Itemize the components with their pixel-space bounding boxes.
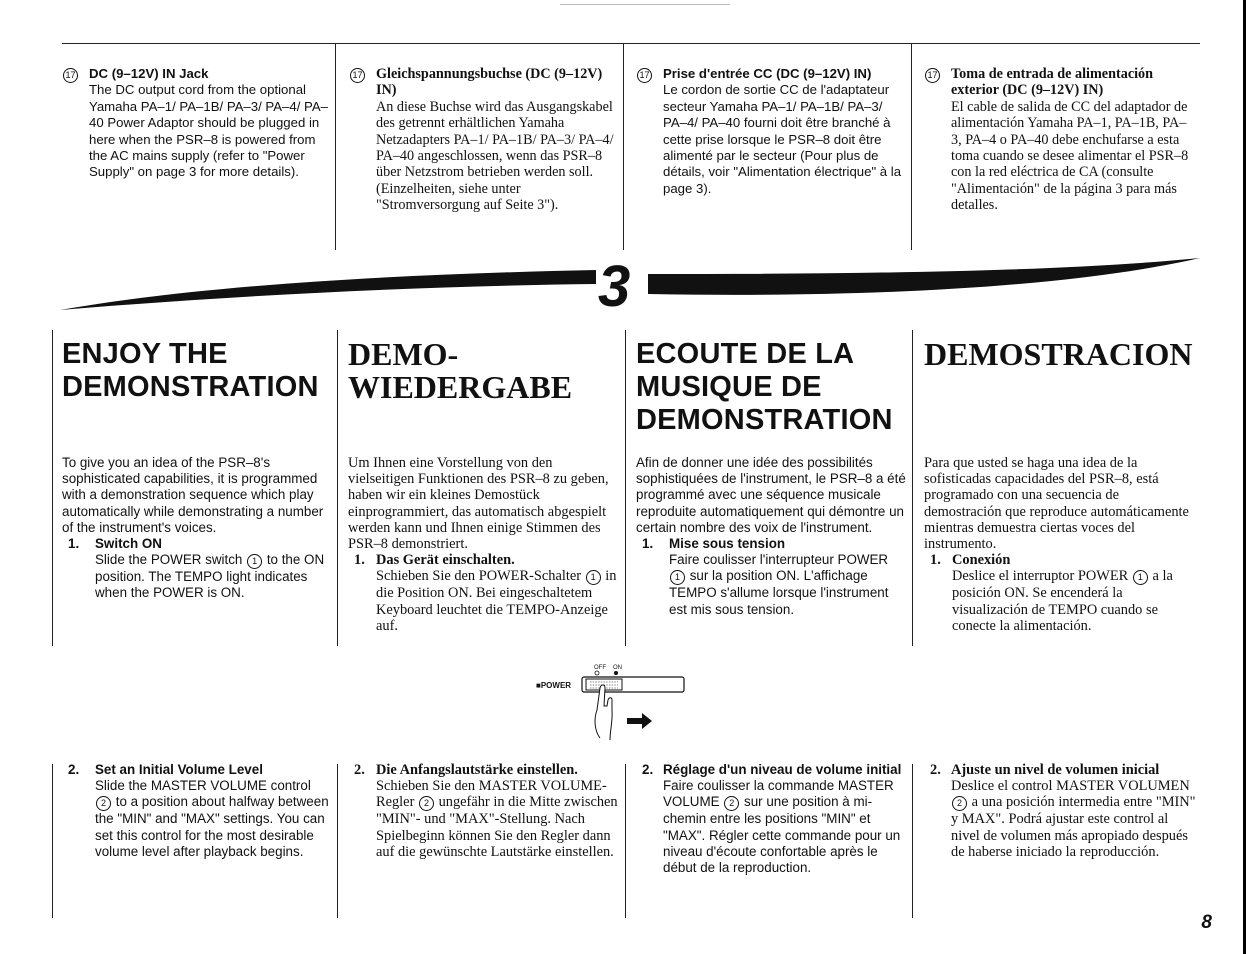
column-divider <box>623 43 624 250</box>
step-title: Die Anfangslautstärke einstellen. <box>376 762 578 778</box>
power-switch-diagram <box>530 660 690 750</box>
step2-german: 2. Die Anfangslautstärke einstellen. Schieben Sie den MASTER VOLUME-Regler 2 ungefähr in die Mitte zwischen "MIN"- und "MAX"-Stellung. Nach Spielbeginn können Sie den Regler dann auf die gewünschte Lautstärke einstellen. <box>354 762 618 860</box>
circled-number-marker: 17 <box>925 68 940 83</box>
off-label: OFF <box>594 665 606 671</box>
circled-number-marker: 2 <box>952 796 967 811</box>
note-text: An diese Buchse wird das Ausgangskabel des getrennt erhältlichen Yamaha Netzadapters PA–1/ PA–1B/ PA–3/ PA–4/ PA–40 angeschlossen, wenn das PSR–8 über Netzstrom betrieben werden soll. (Einzelheiten, siehe unter "Stromversorgung auf Seite 3"). <box>376 98 614 214</box>
swoosh-left <box>60 270 596 310</box>
section-french-body: Afin de donner une idée des possibilités sophistiquées de l'instrument, le PSR–8 a été programmé avec une séquence musicale reproduite automatiquement qui démontre un certain nombre des voix de l'instrument. 1. Mise sous tension Faire coulisser l'interrupteur POWER 1 sur la position ON. L'affichage TEMPO s'allume lorsque l'instrument est mis sous tension. <box>636 455 908 618</box>
section-spanish-body: Para que usted se haga una idea de la sofisticadas capacidades del PSR–8, está programado con una secuencia de demostración que reproduce automáticamente mientras demuestra ciertas voces del instrumento. 1. Conexión Deslice el interruptor POWER 1 a la posición ON. Se encenderá la visualización de TEMPO cuando se conecte la alimentación. <box>924 455 1196 634</box>
circled-number-marker: 2 <box>419 796 434 811</box>
note-title: DC (9–12V) IN Jack <box>89 66 209 81</box>
column-divider <box>335 43 336 250</box>
step2-spanish: 2. Ajuste un nivel de volumen inicial Deslice el control MASTER VOLUMEN 2 a una posición intermedia entre "MIN" y MAX". Podrá ajustar este control al nivel de volumen más apropiado después de haberse iniciado la reproducción. <box>930 762 1198 860</box>
column-divider <box>911 43 912 250</box>
off-dot-icon <box>595 671 599 675</box>
step2-english: 2. Set an Initial Volume Level Slide the MASTER VOLUME control 2 to a position about halfway between the "MIN" and "MAX" settings. You can set this control for the most desirable volume level after playback begins. <box>68 762 329 859</box>
step-number: 1. <box>354 552 365 569</box>
heading-german: DEMO- WIEDERGABE <box>348 336 573 405</box>
power-label: ■POWER <box>536 681 572 690</box>
finger-icon <box>595 685 612 740</box>
circled-number-marker: 1 <box>586 570 601 585</box>
circled-number-marker: 1 <box>670 570 685 585</box>
circled-number-marker: 1 <box>247 554 262 569</box>
top-edge-mark <box>560 4 730 5</box>
circled-number-marker: 17 <box>350 68 365 83</box>
top-note-german <box>349 66 617 214</box>
column-divider <box>625 330 626 646</box>
section-german-body: Um Ihnen eine Vorstellung von den vielseitigen Funktionen des PSR–8 zu geben, haben wir ein kleines Demostück einprogrammiert, das automatisch abgespielt werden kann und Ihnen einige Stimmen des PSR–8 demonstriert. 1. Das Gerät einschalten. Schieben Sie den POWER-Schalter 1 in die Position ON. Bei eingeschaltetem Keyboard leuchtet die TEMPO-Anzeige auf. <box>348 455 617 634</box>
column-divider <box>912 764 913 918</box>
step-title: Réglage d'un niveau de volume initial <box>663 762 902 777</box>
column-divider <box>337 330 338 646</box>
intro-paragraph: Para que usted se haga una idea de la sofisticadas capacidades del PSR–8, está programado con una secuencia de demostración que reproduce automáticamente mientras demuestra ciertas voces del instrumento. <box>924 455 1189 553</box>
on-dot-icon <box>614 671 618 675</box>
intro-paragraph: To give you an idea of the PSR–8's sophisticated capabilities, it is programmed with a demonstration sequence which play automatically while demonstrating a number of the instrument's voices. <box>62 455 324 535</box>
column-divider <box>337 764 338 918</box>
circled-number-marker: 17 <box>63 68 78 83</box>
note-text: El cable de salida de CC del adaptador de alimentación Yamaha PA–1, PA–1B, PA–3, PA–4 o PA–40 debe enchufarse a esta toma cuando se desee alimentar el PSR–8 con la red eléctrica de CA (consulte "Alimentación" de la página 3 para más detalles. <box>951 98 1189 214</box>
arrow-right-icon <box>627 713 652 729</box>
heading-spanish: DEMOSTRACION <box>924 336 1193 372</box>
top-note-english <box>62 66 332 181</box>
top-note-french <box>636 66 908 197</box>
swoosh-right <box>648 258 1200 295</box>
step-title: Conexión <box>952 552 1011 569</box>
note-title: Prise d'entrée CC (DC (9–12V) IN) <box>663 66 872 81</box>
column-divider <box>625 764 626 918</box>
step-number: 2. <box>930 762 941 778</box>
circled-number-marker: 2 <box>96 796 111 811</box>
step-number: 1. <box>642 536 654 552</box>
chapter-number: 3 <box>598 254 631 314</box>
circled-number-marker: 2 <box>724 796 739 811</box>
section-english-body: To give you an idea of the PSR–8's sophisticated capabilities, it is programmed with a demonstration sequence which play automatically while demonstrating a number of the instrument's voices. 1. Switch ON Slide the POWER switch 1 to the ON position. The TEMPO light indicates when the POWER is ON. <box>62 455 330 602</box>
step-number: 1. <box>930 552 941 569</box>
step-title: Ajuste un nivel de volumen inicial <box>951 762 1160 778</box>
note-text: Le cordon de sortie CC de l'adaptateur secteur Yamaha PA–1/ PA–1B/ PA–3/ PA–4/ PA–40 fourni doit être branché à cette prise lorsque le PSR–8 doit être alimenté par le secteur (Pour plus de détails, voir "Alimentation électrique" à la page 3). <box>663 82 902 196</box>
step-number: 2. <box>68 762 80 777</box>
column-divider <box>52 764 53 918</box>
note-title: Toma de entrada de alimentación exterior (DC (9–12V) IN) <box>951 66 1154 99</box>
step-title: Mise sous tension <box>669 536 786 552</box>
page-edge-bar <box>1243 0 1246 954</box>
step2-french: 2. Réglage d'un niveau de volume initial Faire coulisser la commande MASTER VOLUME 2 sur une position à mi-chemin entre les positions "MIN" et "MAX". Régler cette commande pour un niveau d'écoute confortable après le début de la reproduction. <box>642 762 908 876</box>
note-text: The DC output cord from the optional Yamaha PA–1/ PA–1B/ PA–3/ PA–4/ PA–40 Power Adaptor should be plugged in here when the PSR–8 is powered from the AC mains supply (refer to "Power Supply" on page 3 for more details). <box>89 82 328 180</box>
heading-english: ENJOY THE DEMONSTRATION <box>62 338 319 403</box>
circled-number-marker: 1 <box>1133 570 1148 585</box>
step-title: Switch ON <box>95 536 162 552</box>
intro-paragraph: Um Ihnen eine Vorstellung von den vielseitigen Funktionen des PSR–8 zu geben, haben wir ein kleines Demostück einprogrammiert, das automatisch abgespielt werden kann und Ihnen einige Stimmen des PSR–8 demonstriert. <box>348 455 609 553</box>
column-divider <box>912 330 913 646</box>
page-number: 8 <box>1201 912 1212 933</box>
step-title: Das Gerät einschalten. <box>376 552 515 569</box>
step-number: 2. <box>642 762 654 777</box>
step-title: Set an Initial Volume Level <box>95 762 263 777</box>
note-title: Gleichspannungsbuchse (DC (9–12V) IN) <box>376 66 603 99</box>
top-rule <box>62 43 1200 44</box>
on-label: ON <box>613 665 622 671</box>
chapter-swoosh-graphic <box>58 244 1208 314</box>
top-note-spanish <box>924 66 1194 238</box>
intro-paragraph: Afin de donner une idée des possibilités sophistiquées de l'instrument, le PSR–8 a été programmé avec une séquence musicale reproduite automatiquement qui démontre un certain nombre des voix de l'instrument. <box>636 455 906 535</box>
column-divider <box>52 330 53 646</box>
step-number: 2. <box>354 762 365 778</box>
heading-french: ECOUTE DE LA MUSIQUE DE DEMONSTRATION <box>636 338 893 436</box>
step-number: 1. <box>68 536 80 552</box>
circled-number-marker: 17 <box>637 68 652 83</box>
